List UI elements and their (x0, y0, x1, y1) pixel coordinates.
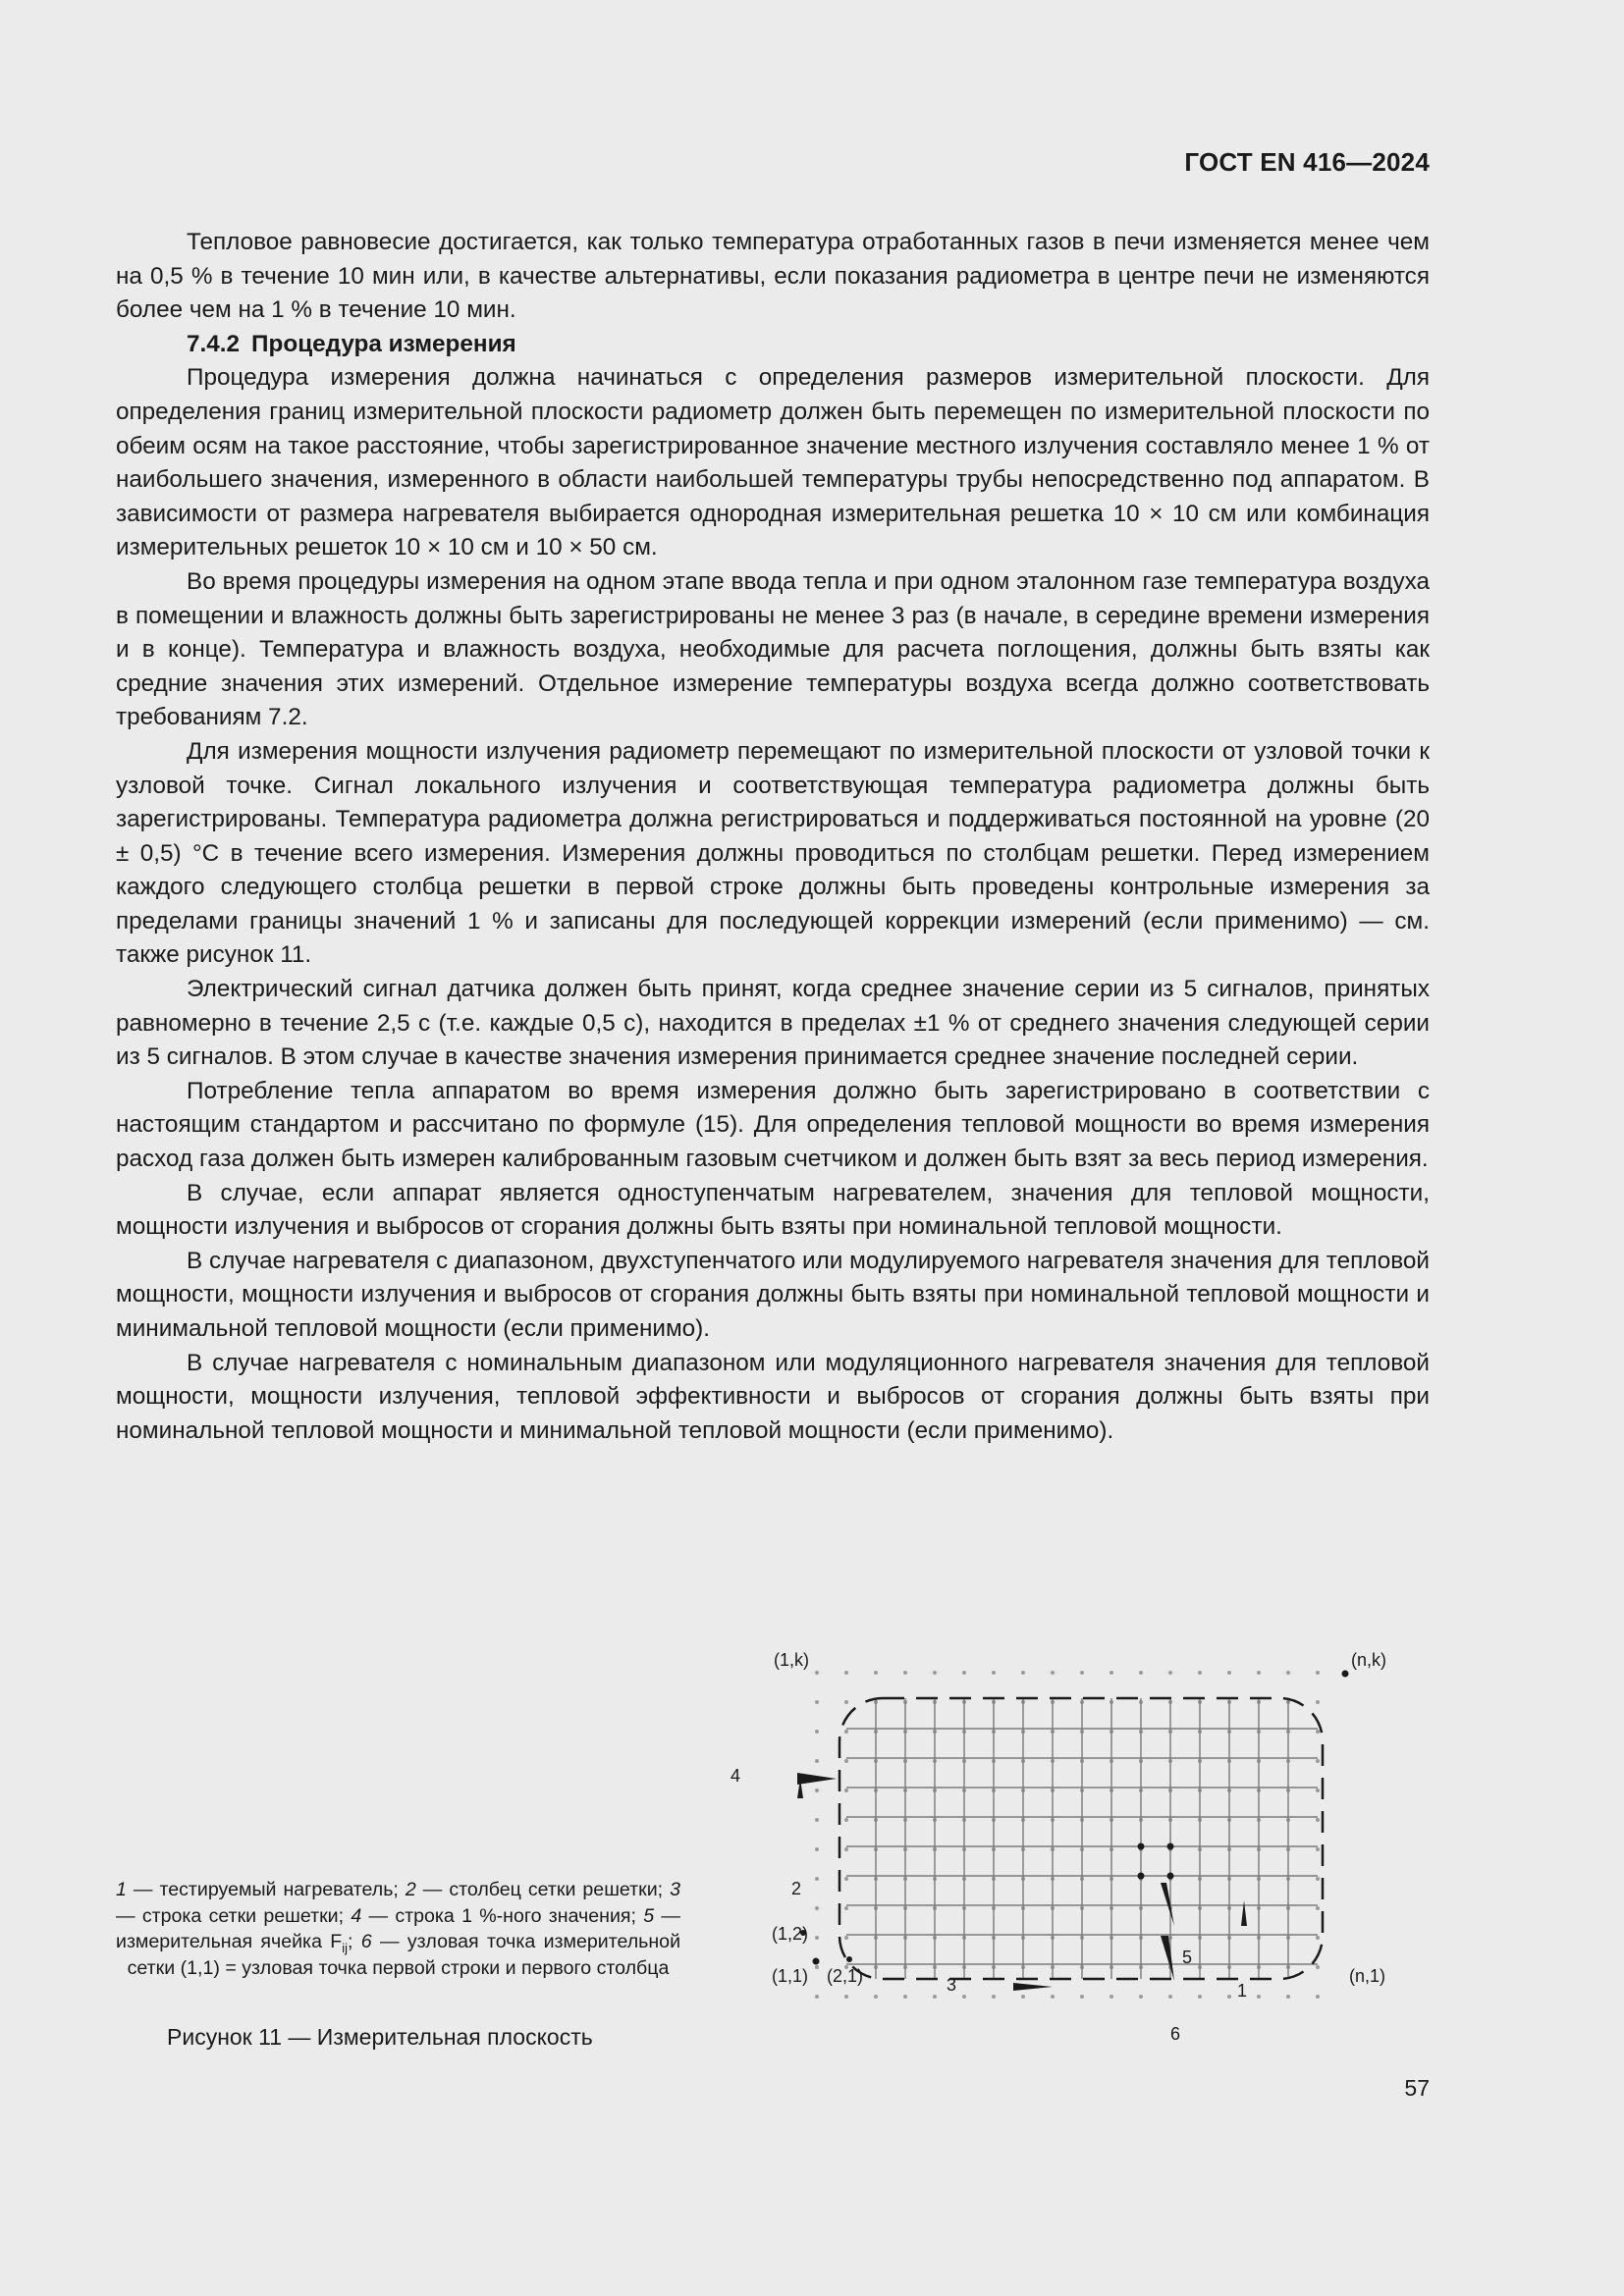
callout-6: 6 (1170, 2024, 1181, 2044)
cell-corner (1138, 1873, 1145, 1880)
grid-node (992, 1995, 996, 1999)
callout-4: 4 (731, 1766, 741, 1786)
grid-node (1168, 1995, 1172, 1999)
legend-text: — столбец сетки решетки; (415, 1879, 671, 1900)
legend-text: — тестируемый нагреватель; (126, 1879, 406, 1900)
grid-node (815, 1995, 819, 1999)
grid-node (1110, 1671, 1113, 1675)
grid-node (1198, 1995, 1202, 1999)
grid-node (1316, 1906, 1320, 1910)
grid-node (815, 1906, 819, 1910)
legend-num: 5 (643, 1904, 655, 1927)
legend-text: — строка сетки решетки; (116, 1904, 352, 1927)
grid-node (1051, 1995, 1055, 1999)
callout-1: 1 (1237, 1981, 1248, 2001)
grid-node (1316, 1818, 1320, 1822)
grid-node (1080, 1995, 1084, 1999)
paragraph-air-temperature: Во время процедуры измерения на одном этапе ввода тепла и при одном эталонном газе температура воздуха в помещении и влажность должны быть зарегистрированы не менее 3 раз (в начале, в середине времени измерения и в конце). Температура и влажность воздуха, необходимые для расчета поглощения, должны быть взяты как средние значения этих измерений. Отдельное измерение температуры воздуха всегда должно соответствовать требованиям 7.2. (116, 567, 1430, 731)
paragraph-equilibrium: Тепловое равновесие достигается, как только температура отработанных газов в печи изменяется менее чем на 0,5 % в течение 10 мин или, в качестве альтернативы, если показания радиометра в центре печи не изменяются более чем на 1 % в течение 10 мин. (116, 229, 1430, 324)
legend-num: 2 (405, 1879, 416, 1900)
legend-text: — узловая точка измерительной сетки (1,1) = узловая точка первой строки и первого столбца (127, 1931, 681, 1979)
grid-node (815, 1789, 819, 1792)
legend-num: 3 (670, 1879, 680, 1900)
paragraph-heat-consumption: Потребление тепла аппаратом во время измерения должно быть зарегистрировано в соответствии с настоящим стандартом и рассчитано по формуле (15). Для определения тепловой мощности во время измерения расход газа должен быть измерен калиброванным газовым счетчиком и должен быть взят за весь период измерения. (116, 1077, 1430, 1173)
grid-node (815, 1671, 819, 1675)
grid-node (1316, 1965, 1320, 1969)
grid-node (844, 1847, 848, 1851)
figure-caption: Рисунок 11 — Измерительная плоскость (167, 2024, 593, 2050)
measurement-plane-figure (717, 1629, 1414, 2061)
grid-node (1286, 1995, 1290, 1999)
main-text (116, 226, 1430, 1448)
node-n-k (1342, 1671, 1349, 1678)
grid-node (1198, 1671, 1202, 1675)
grid-node (1257, 1671, 1261, 1675)
section-heading (116, 328, 1430, 362)
grid-node (815, 1965, 819, 1969)
node-2-1 (846, 1956, 852, 1962)
grid-node (1110, 1995, 1113, 1999)
legend-num: 4 (351, 1904, 362, 1927)
grid-node (844, 1995, 848, 1999)
arrow-2 (1161, 1883, 1174, 1926)
grid-node (1316, 1877, 1320, 1881)
callout-5: 5 (1182, 1948, 1193, 1967)
legend-subscript: ij (342, 1940, 349, 1955)
page-number: 57 (1404, 2075, 1430, 2101)
figure-legend (116, 1877, 680, 1981)
grid-node (844, 1671, 848, 1675)
grid-node (815, 1847, 819, 1851)
grid-node (815, 1818, 819, 1822)
grid-node (992, 1671, 996, 1675)
grid-node (1316, 1936, 1320, 1940)
grid-node (844, 1906, 848, 1910)
grid-node (844, 1700, 848, 1704)
grid-node (1286, 1671, 1290, 1675)
section-title: Процедура измерения (251, 330, 516, 357)
grid-node (815, 1759, 819, 1763)
grid-node (903, 1671, 907, 1675)
arrow-1 (1241, 1900, 1247, 1926)
grid-node (874, 1995, 878, 1999)
callout-2: 2 (791, 1879, 802, 1898)
grid-node (1021, 1671, 1025, 1675)
measurement-plane-diagram (717, 1629, 1414, 2061)
cell-corner (1138, 1843, 1145, 1850)
grid-node (815, 1700, 819, 1704)
grid-node (844, 1759, 848, 1763)
arrow-4-horizontal (797, 1773, 837, 1785)
paragraph-radiation-measurement: Для измерения мощности излучения радиометр перемещают по измерительной плоскости от узловой точки к узловой точке. Сигнал локального излучения и соответствующая температура радиометра должны быть зарегистрированы. Температура радиометра должна регистрироваться и поддерживаться постоянной на уровне (20 ± 0,5) °С в течение всего измерения. Измерения должны проводиться по столбцам решетки. Перед измерением каждого следующего столбца решетки в первой строке должны быть проведены контрольные измерения за пределами границы значений 1 % и записаны для последующей коррекции измерений (если применимо) — см. также рисунок 11. (116, 737, 1430, 969)
grid-node (1316, 1700, 1320, 1704)
legend-text: — строка 1 %-ного значения; (361, 1904, 644, 1927)
grid-node (1257, 1995, 1261, 1999)
grid-node (962, 1995, 966, 1999)
legend-text: ; (348, 1931, 361, 1952)
grid-node (933, 1671, 937, 1675)
grid-node (1316, 1759, 1320, 1763)
cell-corner (1167, 1873, 1174, 1880)
grid-node (1168, 1671, 1172, 1675)
grid-node (844, 1730, 848, 1734)
grid-node (1316, 1730, 1320, 1734)
paragraph-procedure: Процедура измерения должна начинаться с определения размеров измерительной плоскости. Для определения границ измерительной плоскости радиометр должен быть перемещен по измерительной плоскости по обеим осям на такое расстояние, чтобы зарегистрированное значение местного излучения составляло менее 1 % от наибольшего значения, измеренного в области наибольшей температуры трубы непосредственно под аппаратом. В зависимости от размера нагревателя выбирается однородная измерительная решетка 10 × 10 см или комбинация измерительных решеток 10 × 10 см и 10 × 50 см. (116, 364, 1430, 561)
grid-node (815, 1936, 819, 1940)
callout-3: 3 (947, 1975, 957, 1995)
legend-num: 1 (116, 1879, 127, 1900)
section-number: 7.4.2 (187, 330, 241, 357)
label-1-k: (1,k) (774, 1650, 809, 1670)
arrow-5 (1161, 1936, 1174, 1981)
grid-node (1316, 1671, 1320, 1675)
grid-node (1021, 1995, 1025, 1999)
grid-node (962, 1671, 966, 1675)
label-1-1: (1,1) (772, 1966, 809, 1986)
grid-node (844, 1789, 848, 1792)
paragraph-nominal-range: В случае нагревателя с номинальным диапазоном или модуляционного нагревателя значения для тепловой мощности, мощности излучения, тепловой эффективности и выбросов от сгорания должны быть взяты при номинальной тепловой мощности и минимальной тепловой мощности (если применимо). (116, 1349, 1430, 1444)
arrow-3 (1013, 1983, 1053, 1991)
grid-node (1139, 1995, 1143, 1999)
paragraph-range-heater: В случае нагревателя с диапазоном, двухступенчатого или модулируемого нагревателя значения для тепловой мощности, мощности излучения и выбросов от сгорания должны быть взяты при номинальной тепловой мощности и минимальной тепловой мощности (если применимо). (116, 1247, 1430, 1342)
grid-node (1316, 1847, 1320, 1851)
outer-node-points (815, 1671, 1320, 1999)
paragraph-sensor-signal: Электрический сигнал датчика должен быть принят, когда среднее значение серии из 5 сигналов, принятых равномерно в течение 2,5 с (т.е. каждые 0,5 с), находится в пределах ±1 % от среднего значения следующей серии из 5 сигналов. В этом случае в качестве значения измерения принимается среднее значение последней серии. (116, 976, 1430, 1071)
label-n-1: (n,1) (1349, 1966, 1386, 1986)
grid-node (903, 1995, 907, 1999)
grid-node (815, 1877, 819, 1881)
grid-node (844, 1818, 848, 1822)
node-1-1 (813, 1958, 820, 1965)
cell-corner (1167, 1843, 1174, 1850)
grid-node (1051, 1671, 1055, 1675)
grid-node (815, 1730, 819, 1734)
grid-node (1080, 1671, 1084, 1675)
grid-node (844, 1877, 848, 1881)
grid-node (1316, 1995, 1320, 1999)
label-n-k: (n,k) (1351, 1650, 1386, 1670)
arrows (797, 1773, 1247, 1991)
legend-text: — измерительная ячейка F (116, 1904, 680, 1952)
paragraph-single-stage: В случае, если аппарат является одноступенчатым нагревателем, значения для тепловой мощности, мощности излучения и выбросов от сгорания должны быть взяты при номинальной тепловой мощности. (116, 1179, 1430, 1241)
grid-node (1227, 1671, 1231, 1675)
grid-node (1227, 1995, 1231, 1999)
measurement-grid (846, 1698, 1318, 1979)
grid-node (1139, 1671, 1143, 1675)
grid-node (1316, 1789, 1320, 1792)
legend-num: 6 (360, 1931, 372, 1952)
document-header: ГОСТ EN 416—2024 (1184, 147, 1430, 177)
label-1-2: (1,2) (772, 1924, 809, 1944)
grid-node (933, 1995, 937, 1999)
grid-node (844, 1936, 848, 1940)
grid-node (874, 1671, 878, 1675)
label-2-1: (2,1) (827, 1966, 864, 1986)
